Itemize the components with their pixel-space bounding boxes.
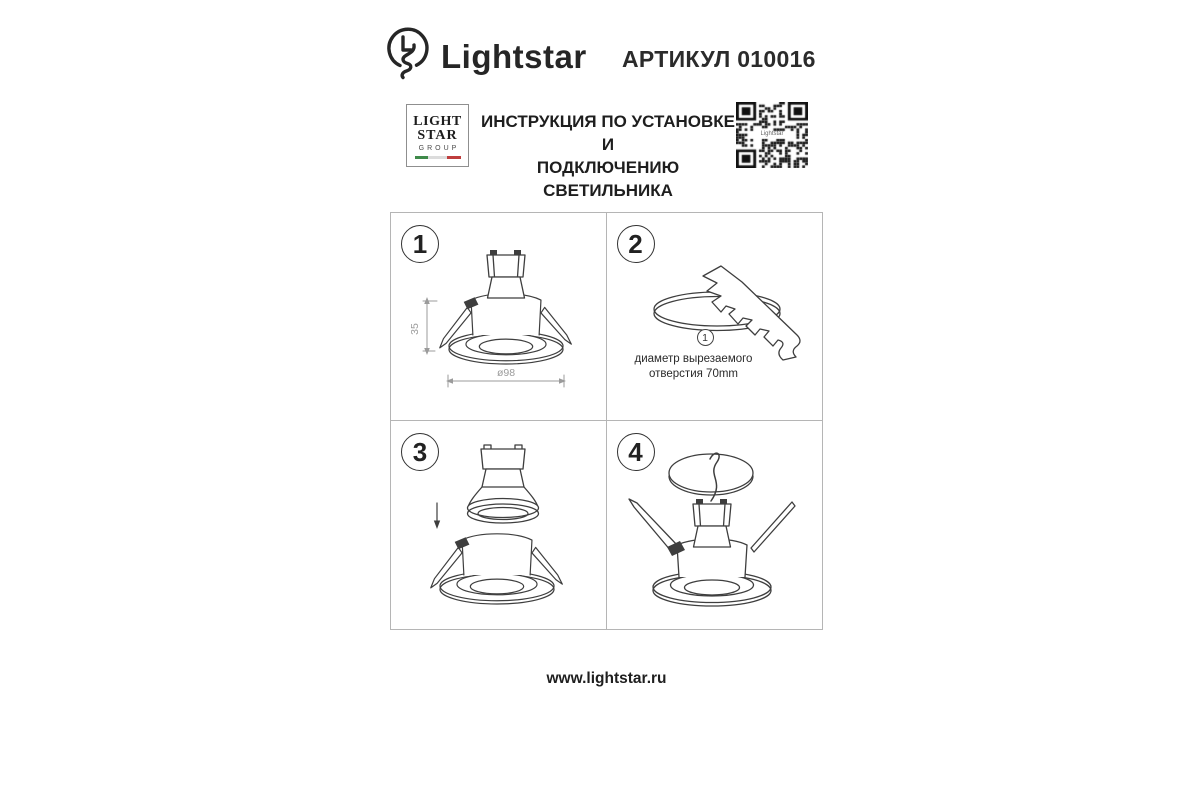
instruction-title-line1: ИНСТРУКЦИЯ ПО УСТАНОВКЕ И xyxy=(480,112,736,154)
step-3-number: 3 xyxy=(401,433,439,471)
badge-line-group: GROUP xyxy=(418,144,460,152)
step-2-panel xyxy=(607,213,823,421)
cutout-caption-line1: диаметр вырезаемого xyxy=(634,353,753,365)
cutout-diameter-caption xyxy=(607,352,781,382)
instruction-title xyxy=(478,110,738,202)
brand-wordmark: Lightstar xyxy=(441,38,587,75)
italian-flag-bar xyxy=(415,156,461,159)
badge-line-light: LIGHT xyxy=(413,113,462,129)
step-3-panel xyxy=(391,421,607,629)
dim-height-label: 35 xyxy=(409,323,421,335)
cutout-caption-line2: отверстия 70mm xyxy=(649,368,738,380)
lightstar-logo-icon xyxy=(383,24,435,82)
website-url: www.lightstar.ru xyxy=(546,670,667,687)
lightstar-group-badge xyxy=(406,104,469,167)
step-1-number: 1 xyxy=(401,225,439,263)
step-4-panel xyxy=(607,421,823,629)
instruction-title-line2: ПОДКЛЮЧЕНИЮ СВЕТИЛЬНИКА xyxy=(536,158,680,200)
qr-center-label: Lightstar xyxy=(760,131,784,137)
badge-line-star: STAR xyxy=(417,127,458,143)
dim-diameter-label: ø98 xyxy=(496,367,516,379)
qr-code xyxy=(736,102,808,168)
step-1-panel xyxy=(391,213,607,421)
step-4-number: 4 xyxy=(617,433,655,471)
step-2-number: 2 xyxy=(617,225,655,263)
article-number: АРТИКУЛ 010016 xyxy=(622,46,816,72)
step-2-callout-1: 1 xyxy=(697,329,714,346)
instruction-step-grid xyxy=(390,212,823,630)
